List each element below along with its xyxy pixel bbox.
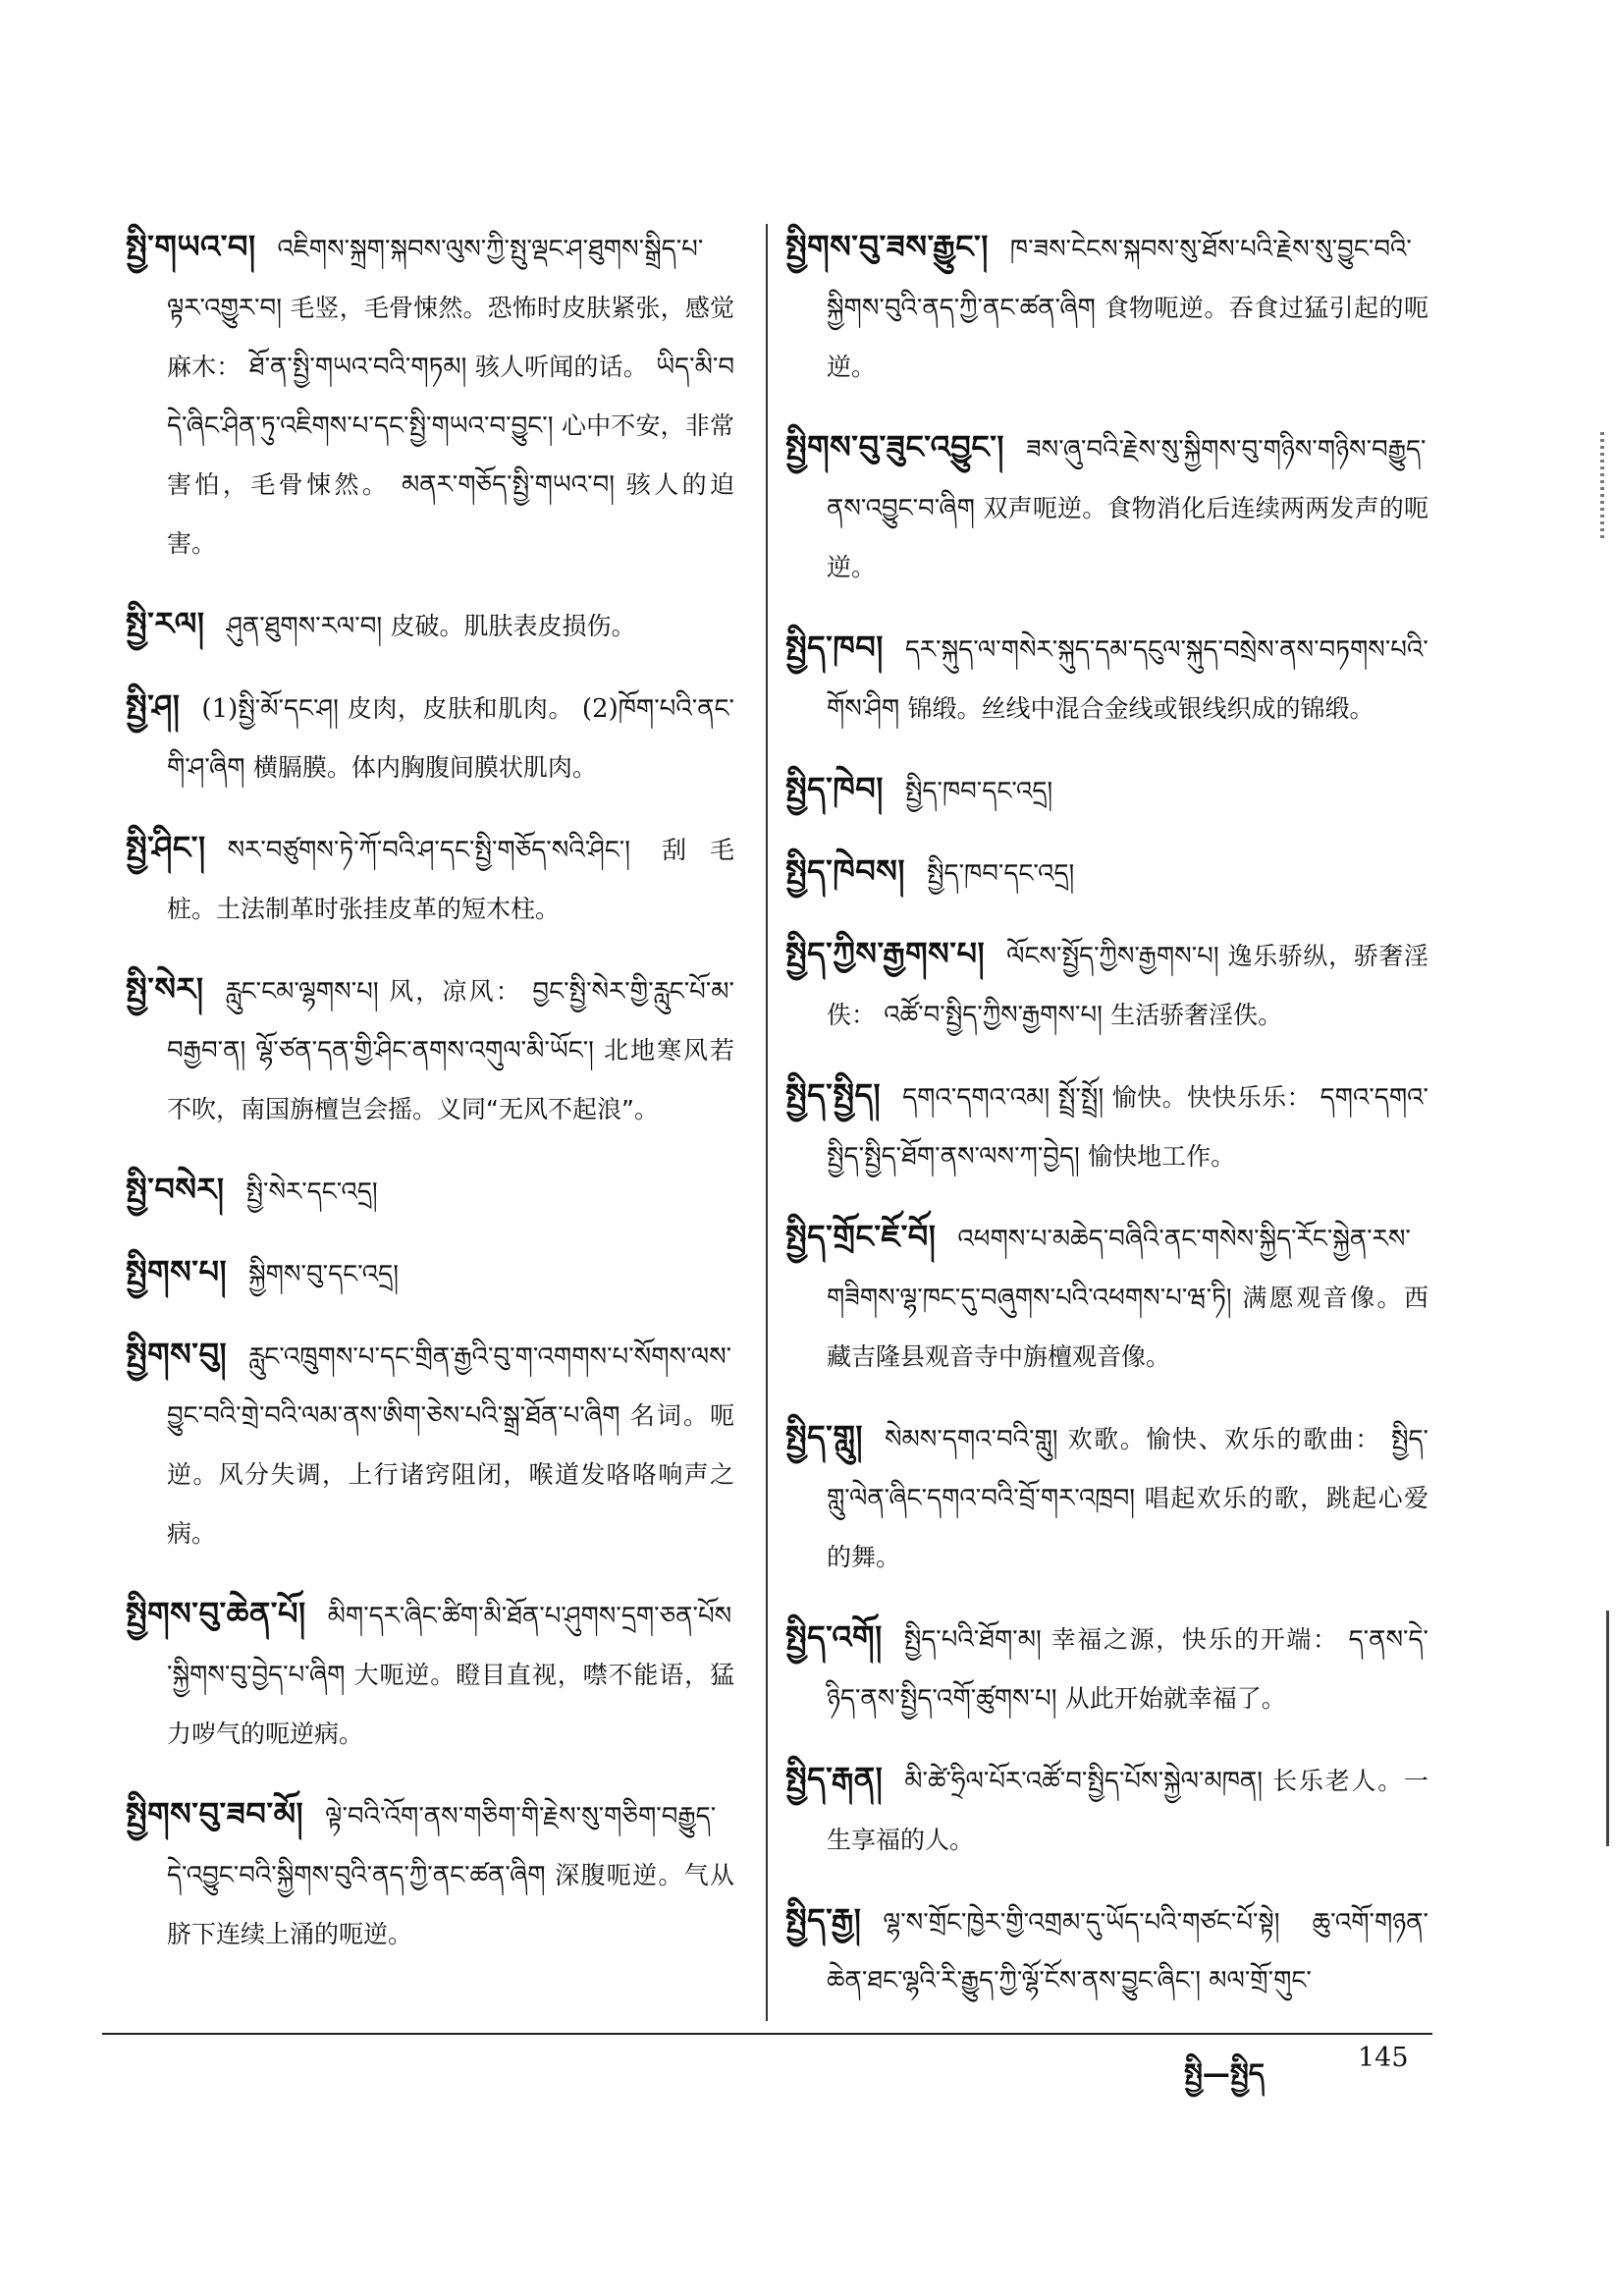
chinese-definition: 刮毛桩。土法制革时张挂皮革的短木柱。 [167,836,734,923]
tibetan-example: ཡིད་མི་བདེ་ཞིང་ཤིན་ཏུ་འཇིགས་པ་དང་སྤྱི་གཡའ་བ་བྱུང་། [167,353,735,441]
chinese-definition: 风，凉风： [389,977,522,1006]
entry [785,1408,1428,1587]
entry-text [785,1750,1428,1870]
chinese-definition: 满愿观音像。西藏吉隆县观音寺中旃檀观音像。 [827,1284,1428,1371]
entry-text [785,1208,1428,1387]
entry [126,960,734,1139]
entry-text [126,1326,734,1563]
entry [785,1891,1428,2010]
entry-text [785,1609,1428,1728]
headword: སྤྱིད་སྤྱིད། [785,1076,882,1114]
tibetan-definition: འཕགས་པ་མཆེད་བཞིའི་ནང་གསེས་སྐྱིད་རོང་སྐྱེན་རས་གཟིགས་ལྷ་ཁང་དུ་བཞུགས་པའི་འཕགས་པ་ཝ་ཏི། [827,1225,1411,1313]
headword: སྤྱིད་ཁེབས། [785,852,905,890]
chinese-definition: 逸乐骄纵，骄奢淫佚： [827,942,1428,1029]
tibetan-example: འཚོ་བ་སྤྱིད་ཀྱིས་རྒྱགས་པ། [884,1001,1103,1030]
headword: སྤྱིད་ཁེབ། [785,770,884,807]
entry-text [785,418,1428,597]
headword: སྤྱིད་འགོ། [785,1618,883,1656]
column-divider [766,224,768,2021]
page-number: 145 [1358,2043,1409,2073]
entry-text [785,925,1428,1045]
chinese-example: 生活骄奢淫佚。 [1110,1001,1283,1029]
chinese-definition: 大呃逆。瞪目直视，噤不能语，猛力哕气的呃逆病。 [167,1661,734,1748]
entry-text [126,1785,734,1964]
tibetan-definition: ཁ་ཟས་ངེངས་སྐབས་སུ་ཐོས་པའི་རྗེས་སུ་བྱུང་བའི་སྐྱིགས་བུའི་ནད་ཀྱི་ནང་ཚན་ཞིག [827,235,1412,323]
entry [785,760,1428,821]
chinese-example: 心中不安，非常害怕，毛骨悚然。 [167,411,734,499]
chinese-definition: 幸福之源，快乐的开端： [1050,1625,1339,1654]
tibetan-definition: འཇིགས་སྐྲག་སྐབས་ལུས་ཀྱི་སྤུ་ལྡང་ཤ་ཐུགས་སྒྲིད་པ་ལྟར་འགྱུར་བ། [167,235,704,323]
chinese-example: 从此开始就幸福了。 [1064,1684,1286,1713]
tibetan-definition: (1)སྤྱི་མོ་དང་ཤ། [201,694,339,724]
headword: སྤྱིགས་བུ་ཟས་རྒྱུང་། [785,228,989,265]
scan-margin-mark [1606,1611,1609,1846]
entry [126,1243,734,1304]
scan-margin-mark [1600,432,1604,540]
tibetan-definition: ལྟེ་བའི་འོག་ནས་གཅིག་གི་རྗེས་སུ་གཅིག་བརྒྱུད་དེ་འབྱུང་བའི་སྐྱིགས་བུའི་ནད་ཀྱི་ནང་ཚན་ཞིག [167,1802,717,1890]
chinese-definition: 愉快。快快乐乐： [1111,1083,1312,1112]
entry-text [126,960,734,1139]
right-column [785,218,1428,2032]
chinese-definition: 锦缎。丝线中混合金线或银线织成的锦缎。 [907,694,1374,723]
tibetan-definition: དགའ་དགའ་འམ། སྤྲོ་སྤྲོ། [902,1083,1104,1113]
entry-text [785,1891,1428,2010]
headword: སྤྱིད་རྒན། [785,1760,884,1797]
tibetan-example: བྱང་སྤྱི་སེར་གྱི་རླུང་པོ་མ་བརྒྱབ་ན། ལྷོ་ཙན་དན་གྱི་ཤིང་ནགས་འགུལ་མི་ཡོང་། [167,977,735,1066]
tibetan-definition: ལོངས་སྤྱོད་ཀྱིས་རྒྱགས་པ། [1006,942,1219,971]
headword: སྤྱིད་གླུ། [785,1418,863,1455]
entry-text [785,760,1428,821]
entry-text [785,619,1428,738]
headword: སྤྱི་བསེར། [126,1171,225,1208]
entry-text [126,218,734,574]
tibetan-definition: སྤྱིད་ཁབ་དང་འདྲ། [926,859,1075,889]
entry [126,1161,734,1222]
headword: སྤྱི་སེར། [126,970,204,1008]
footer-rule [102,2033,1432,2035]
entry [785,843,1428,903]
entry-text [126,595,734,656]
headword: སྤྱིད་ཁབ། [785,629,884,666]
headword: སྤྱིགས་པ། [126,1253,228,1290]
tibetan-definition: སེམས་དགའ་བའི་གླུ། [884,1425,1058,1454]
tibetan-example: ད་ནས་དེ་ཉིད་ནས་སྤྱིད་འགོ་ཚུགས་པ། [827,1625,1428,1714]
tibetan-definition: རླུང་འཁྲུགས་པ་དང་གྲིན་རྒྱའི་བུ་ག་འགགས་པ་སོགས་ལས་བྱུང་བའི་གྲེ་བའི་ལམ་ནས་ཨིག་ཅེས་པའི་སྒྲ་ཐོན་པ་ཞིག [167,1342,732,1431]
headword: སྤྱིགས་བུ་ཆེན་པོ། [126,1595,306,1632]
headword: སྤྱི་རལ། [126,605,205,642]
entry [126,218,734,574]
chinese-definition: 名词。呃逆。风分失调，上行诸窍阻闭，喉道发咯咯响声之病。 [167,1401,734,1548]
entry [785,1609,1428,1728]
entry [785,218,1428,397]
tibetan-definition: (2)ཁོག་པའི་ནང་གི་ཤ་ཞིག [167,694,734,783]
chinese-definition: 欢歌。愉快、欢乐的歌曲： [1067,1425,1382,1453]
chinese-definition: 深腹呃逆。气从脐下连续上涌的呃逆。 [167,1861,734,1948]
chinese-example: 北地寒风若不吹，南国旃檀岂会摇。义同“无风不起浪”。 [167,1036,734,1123]
chinese-definition: 横膈膜。体内胸腹间膜状肌肉。 [252,753,597,782]
tibetan-definition: མིག་དར་ཞིང་ཚིག་མི་ཐོན་པ་ཤུགས་དྲག་ཅན་པོས་སྐྱིགས་བུ་བྱེད་པ་ཞིག [167,1602,732,1690]
headword: སྤྱི་ཤ། [126,687,181,725]
entry-text [785,1066,1428,1186]
entry-text [126,1243,734,1304]
running-head: སྤྱི—སྤྱིད [1184,2057,1266,2090]
entry [126,678,734,797]
chinese-example: 骇人听闻的话。 [474,353,648,381]
tibetan-definition: མི་ཚེ་ཧྲིལ་པོར་འཚོ་བ་སྤྱིད་པོས་སྐྱེལ་མཁན། [904,1767,1264,1796]
entry-text [126,1161,734,1222]
entry [126,1326,734,1563]
entry [785,418,1428,597]
chinese-definition: 毛竖，毛骨悚然。恐怖时皮肤紧张，感觉麻木： [167,294,734,381]
chinese-example: 唱起欢乐的歌，跳起心爱的舞。 [827,1484,1428,1571]
headword: སྤྱིད་ཀྱིས་རྒྱགས་པ། [785,935,986,972]
chinese-definition: 双声呃逆。食物消化后连续两两发声的呃逆。 [827,494,1428,581]
chinese-example: 愉快地工作。 [1088,1142,1236,1171]
headword: སྤྱིགས་བུ་ཟུང་འབྱུང་། [785,428,1005,465]
tibetan-definition: ལྷ་ས་གྲོང་ཁྱེར་གྱི་འགྲམ་དུ་ཡོད་པའི་གཙང་པོ་སྟེ། ཆུ་འགོ་གཉན་ཆེན་ཐང་ལྷའི་རི་རྒྱུད་ཀྱི་ལྷོ་ངོས་ནས་བྱུང་ཞིང་། མལ་གྲོ་གུང་ [827,1908,1428,1995]
entry [785,1750,1428,1870]
tibetan-example: དགའ་དགའ་སྤྱིད་སྤྱིད་ཐོག་ནས་ལས་ཀ་བྱེད། [827,1083,1429,1172]
headword: སྤྱི་ཤིང་། [126,829,206,866]
entry-text [785,218,1428,397]
entry [785,1066,1428,1186]
entry [126,1585,734,1764]
tibetan-definition: ཤུན་ཐུགས་རལ་བ། [226,612,383,641]
tibetan-definition: སྐྱིགས་བུ་དང་འདྲ། [248,1260,400,1289]
entry-text [785,843,1428,903]
chinese-example: 骇人的迫害。 [167,470,734,558]
tibetan-definition: དར་སྐུད་ལ་གསེར་སྐུད་དམ་དངུལ་སྐུད་བསྲེས་ནས་བཏགས་པའི་གོས་ཤིག [827,635,1428,724]
entry [785,619,1428,738]
entry [126,1785,734,1964]
chinese-definition: 食物呃逆。吞食过猛引起的呃逆。 [827,294,1428,381]
tibetan-example: མནར་གཅོད་སྤྱི་གཡའ་བ། [402,470,616,500]
entry-text [785,1408,1428,1587]
entry [126,819,734,939]
headword: སྤྱིགས་བུ། [126,1336,228,1373]
chinese-definition: 皮破。肌肤表皮损伤。 [390,612,636,640]
left-column [126,218,734,1986]
tibetan-example: སྤྱིད་གླུ་ལེན་ཞིང་དགའ་བའི་བྲོ་གར་འཁྲབ། [827,1425,1429,1513]
headword: སྤྱི་གཡའ་བ། [126,228,256,265]
headword: སྤྱིད་རྒྱ། [785,1901,862,1939]
tibetan-example: ཐོ་ན་སྤྱི་གཡའ་བའི་གཏམ། [248,353,467,382]
entry [126,595,734,656]
chinese-definition: 长乐老人。一生享福的人。 [827,1767,1428,1854]
tibetan-definition: རླུང་ངམ་ལྷགས་པ། [225,977,379,1007]
tibetan-definition: སར་བཙུགས་ཏེ་ཀོ་བའི་ཤ་དང་སྤྱི་གཅོད་སའི་ཤིང་། [227,836,631,865]
entry-text [126,678,734,797]
tibetan-definition: ཟས་ཞུ་བའི་རྗེས་སུ་སྐྱིགས་བུ་གཉིས་གཉིས་བརྒྱུད་ནས་འབྱུང་བ་ཞིག [827,435,1427,523]
tibetan-definition: སྤྱི་སེར་དང་འདྲ། [245,1177,378,1207]
tibetan-definition: སྤྱིད་ཁབ་དང་འདྲ། [904,777,1053,806]
entry-text [126,819,734,939]
entry [785,925,1428,1045]
tibetan-definition: སྤྱིད་པའི་ཐོག་མ། [903,1625,1042,1655]
headword: སྤྱིད་གྲོང་ཇོ་བོ། [785,1218,937,1255]
entry-text [126,1585,734,1764]
chinese-definition: 皮肉，皮肤和肌肉。 [347,694,574,723]
headword: སྤྱིགས་བུ་ཟབ་མོ། [126,1795,304,1832]
entry [785,1208,1428,1387]
